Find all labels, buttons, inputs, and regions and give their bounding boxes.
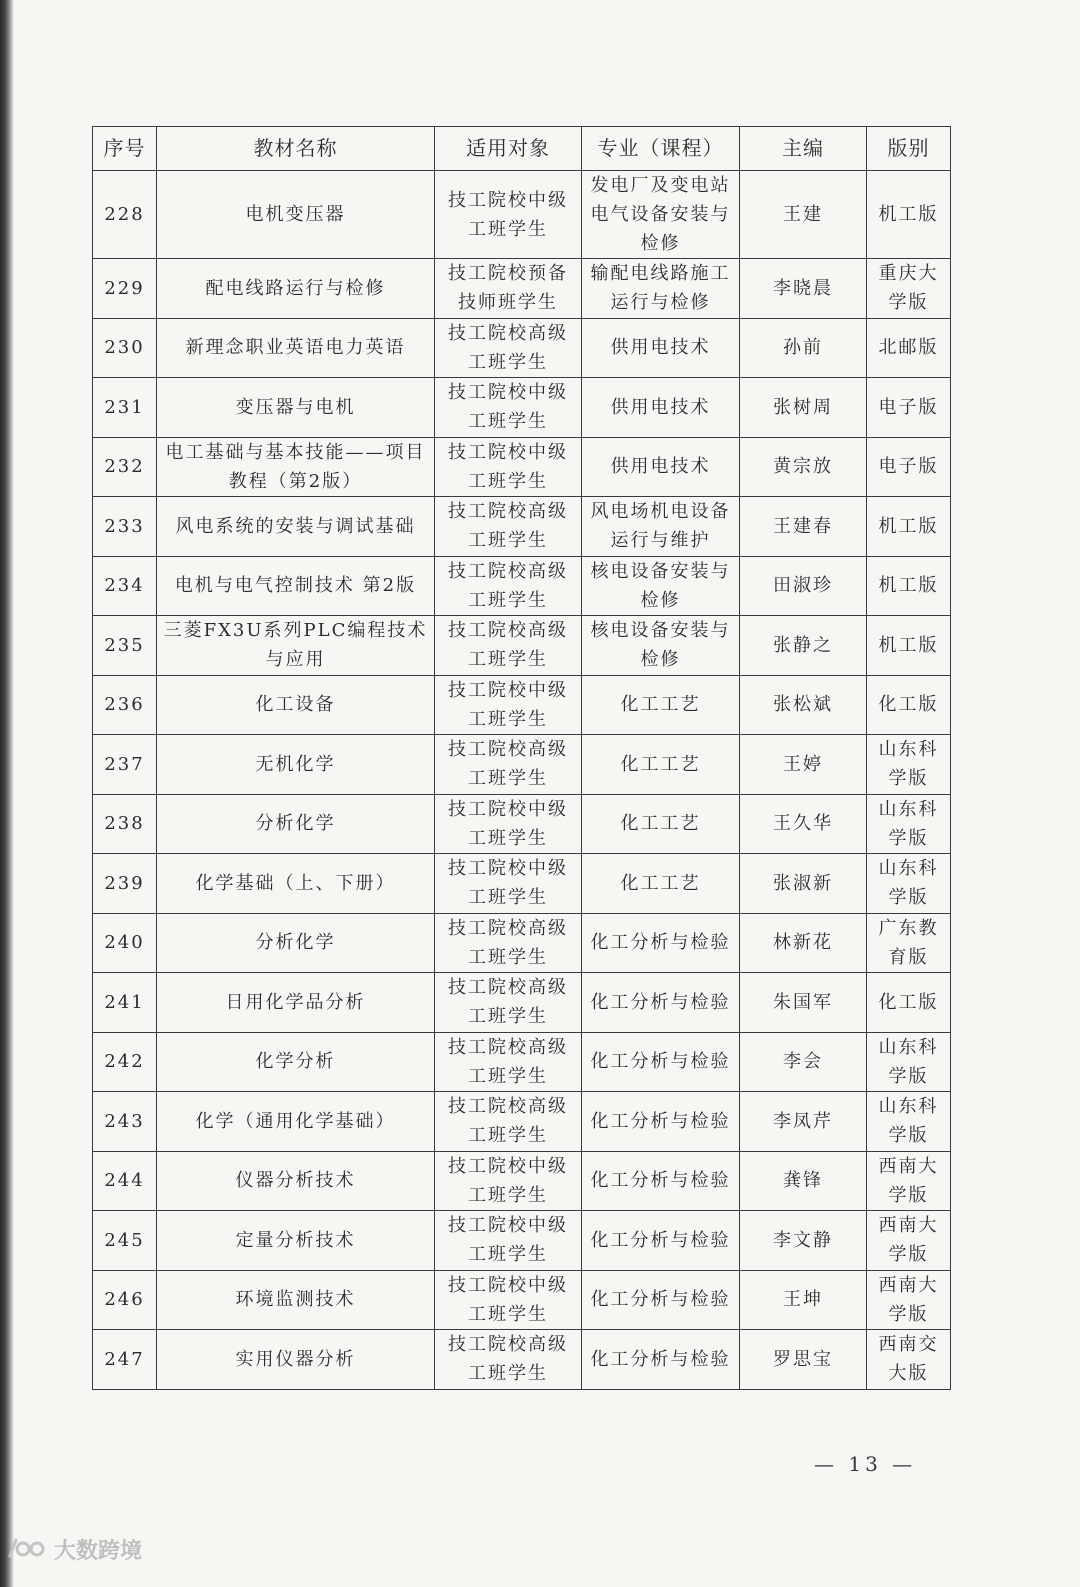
cell-major: 化工分析与检验 <box>582 1032 740 1092</box>
cell-major: 供用电技术 <box>582 437 740 497</box>
cell-major: 核电设备安装与检修 <box>582 616 740 676</box>
cell-serial: 235 <box>93 616 157 676</box>
cell-major: 核电设备安装与检修 <box>582 556 740 616</box>
cell-target-audience: 技工院校高级工班学生 <box>435 497 582 557</box>
table-row <box>93 1270 951 1330</box>
cell-major: 化工工艺 <box>582 675 740 735</box>
cell-serial: 238 <box>93 794 157 854</box>
watermark-text: 大数跨境 <box>54 1538 143 1564</box>
cell-chief-editor: 孙前 <box>740 318 867 378</box>
cell-major: 发电厂及变电站电气设备安装与检修 <box>582 171 740 259</box>
cell-textbook-name: 化工设备 <box>157 675 435 735</box>
cell-edition: 机工版 <box>867 616 951 676</box>
cell-major: 化工工艺 <box>582 735 740 795</box>
cell-chief-editor: 张松斌 <box>740 675 867 735</box>
scan-edge-shadow <box>0 0 14 1587</box>
cell-edition: 山东科学版 <box>867 735 951 795</box>
cell-textbook-name: 化学基础（上、下册） <box>157 854 435 914</box>
cell-major: 化工分析与检验 <box>582 913 740 973</box>
cell-chief-editor: 田淑珍 <box>740 556 867 616</box>
header-target-audience: 适用对象 <box>435 127 582 171</box>
cell-edition: 电子版 <box>867 378 951 438</box>
cell-textbook-name: 仪器分析技术 <box>157 1151 435 1211</box>
cell-textbook-name: 电机变压器 <box>157 171 435 259</box>
cell-major: 化工分析与检验 <box>582 1092 740 1152</box>
cell-chief-editor: 王婷 <box>740 735 867 795</box>
cell-target-audience: 技工院校高级工班学生 <box>435 1032 582 1092</box>
cell-serial: 240 <box>93 913 157 973</box>
header-edition: 版别 <box>867 127 951 171</box>
cell-target-audience: 技工院校中级工班学生 <box>435 378 582 438</box>
cell-target-audience: 技工院校中级工班学生 <box>435 1270 582 1330</box>
cell-serial: 232 <box>93 437 157 497</box>
cell-serial: 243 <box>93 1092 157 1152</box>
cell-edition: 电子版 <box>867 437 951 497</box>
cell-major: 化工分析与检验 <box>582 1330 740 1390</box>
cell-edition: 山东科学版 <box>867 1032 951 1092</box>
cell-textbook-name: 化学（通用化学基础） <box>157 1092 435 1152</box>
cell-chief-editor: 李文静 <box>740 1211 867 1271</box>
cell-major: 化工分析与检验 <box>582 1211 740 1271</box>
cell-textbook-name: 新理念职业英语电力英语 <box>157 318 435 378</box>
table-row <box>93 616 951 676</box>
cell-edition: 西南大学版 <box>867 1151 951 1211</box>
cell-textbook-name: 电机与电气控制技术 第2版 <box>157 556 435 616</box>
table-row <box>93 437 951 497</box>
table-row <box>93 556 951 616</box>
cell-chief-editor: 李晓晨 <box>740 259 867 319</box>
cell-chief-editor: 张淑新 <box>740 854 867 914</box>
cell-major: 输配电线路施工运行与检修 <box>582 259 740 319</box>
cell-target-audience: 技工院校高级工班学生 <box>435 973 582 1033</box>
cell-chief-editor: 张树周 <box>740 378 867 438</box>
cell-textbook-name: 化学分析 <box>157 1032 435 1092</box>
cell-edition: 山东科学版 <box>867 854 951 914</box>
cell-chief-editor: 王久华 <box>740 794 867 854</box>
cell-textbook-name: 实用仪器分析 <box>157 1330 435 1390</box>
cell-major: 化工工艺 <box>582 794 740 854</box>
cell-chief-editor: 王建 <box>740 171 867 259</box>
cell-edition: 机工版 <box>867 497 951 557</box>
cell-chief-editor: 李会 <box>740 1032 867 1092</box>
cell-edition: 西南交大版 <box>867 1330 951 1390</box>
cell-serial: 239 <box>93 854 157 914</box>
cell-chief-editor: 黄宗放 <box>740 437 867 497</box>
cell-edition: 北邮版 <box>867 318 951 378</box>
cell-serial: 234 <box>93 556 157 616</box>
header-major: 专业（课程） <box>582 127 740 171</box>
cell-target-audience: 技工院校中级工班学生 <box>435 1211 582 1271</box>
cell-target-audience: 技工院校中级工班学生 <box>435 794 582 854</box>
cell-major: 化工工艺 <box>582 854 740 914</box>
cell-serial: 236 <box>93 675 157 735</box>
cell-chief-editor: 朱国军 <box>740 973 867 1033</box>
cell-serial: 242 <box>93 1032 157 1092</box>
cell-target-audience: 技工院校高级工班学生 <box>435 616 582 676</box>
cell-target-audience: 技工院校中级工班学生 <box>435 854 582 914</box>
cell-edition: 化工版 <box>867 973 951 1033</box>
cell-serial: 247 <box>93 1330 157 1390</box>
cell-textbook-name: 三菱FX3U系列PLC编程技术与应用 <box>157 616 435 676</box>
cell-target-audience: 技工院校中级工班学生 <box>435 1151 582 1211</box>
cell-target-audience: 技工院校高级工班学生 <box>435 1330 582 1390</box>
cell-edition: 机工版 <box>867 556 951 616</box>
cell-edition: 西南大学版 <box>867 1270 951 1330</box>
table-row <box>93 497 951 557</box>
table-row <box>93 171 951 259</box>
cell-serial: 244 <box>93 1151 157 1211</box>
table-row <box>93 318 951 378</box>
cell-target-audience: 技工院校高级工班学生 <box>435 735 582 795</box>
watermark <box>6 1534 142 1564</box>
cell-target-audience: 技工院校预备技师班学生 <box>435 259 582 319</box>
table-body <box>93 171 951 1390</box>
cell-target-audience: 技工院校高级工班学生 <box>435 556 582 616</box>
cell-edition: 山东科学版 <box>867 1092 951 1152</box>
cell-target-audience: 技工院校高级工班学生 <box>435 1092 582 1152</box>
table-row <box>93 378 951 438</box>
cell-target-audience: 技工院校中级工班学生 <box>435 675 582 735</box>
cell-edition: 化工版 <box>867 675 951 735</box>
cell-chief-editor: 王建春 <box>740 497 867 557</box>
cell-serial: 230 <box>93 318 157 378</box>
cell-serial: 228 <box>93 171 157 259</box>
cell-edition: 西南大学版 <box>867 1211 951 1271</box>
cell-major: 供用电技术 <box>582 378 740 438</box>
header-chief-editor: 主编 <box>740 127 867 171</box>
table-row <box>93 794 951 854</box>
cell-chief-editor: 龚锋 <box>740 1151 867 1211</box>
table-row <box>93 1330 951 1390</box>
cell-target-audience: 技工院校高级工班学生 <box>435 318 582 378</box>
brand-logo-icon <box>6 1536 50 1562</box>
cell-textbook-name: 变压器与电机 <box>157 378 435 438</box>
cell-major: 供用电技术 <box>582 318 740 378</box>
cell-serial: 245 <box>93 1211 157 1271</box>
table-row <box>93 1032 951 1092</box>
cell-textbook-name: 日用化学品分析 <box>157 973 435 1033</box>
cell-serial: 237 <box>93 735 157 795</box>
table-row <box>93 854 951 914</box>
table-header-row <box>93 127 951 171</box>
cell-chief-editor: 李凤芹 <box>740 1092 867 1152</box>
cell-major: 化工分析与检验 <box>582 973 740 1033</box>
table-row <box>93 1151 951 1211</box>
cell-textbook-name: 配电线路运行与检修 <box>157 259 435 319</box>
cell-major: 化工分析与检验 <box>582 1270 740 1330</box>
table-row <box>93 973 951 1033</box>
cell-serial: 241 <box>93 973 157 1033</box>
table-row <box>93 735 951 795</box>
cell-textbook-name: 无机化学 <box>157 735 435 795</box>
table-row <box>93 1092 951 1152</box>
cell-textbook-name: 环境监测技术 <box>157 1270 435 1330</box>
cell-target-audience: 技工院校高级工班学生 <box>435 913 582 973</box>
cell-serial: 246 <box>93 1270 157 1330</box>
cell-chief-editor: 王坤 <box>740 1270 867 1330</box>
cell-edition: 山东科学版 <box>867 794 951 854</box>
cell-serial: 231 <box>93 378 157 438</box>
cell-target-audience: 技工院校中级工班学生 <box>435 171 582 259</box>
cell-serial: 233 <box>93 497 157 557</box>
cell-edition: 重庆大学版 <box>867 259 951 319</box>
cell-textbook-name: 风电系统的安装与调试基础 <box>157 497 435 557</box>
cell-edition: 机工版 <box>867 171 951 259</box>
table-row <box>93 675 951 735</box>
cell-textbook-name: 电工基础与基本技能——项目教程（第2版） <box>157 437 435 497</box>
cell-serial: 229 <box>93 259 157 319</box>
cell-textbook-name: 分析化学 <box>157 794 435 854</box>
cell-chief-editor: 张静之 <box>740 616 867 676</box>
table-row <box>93 259 951 319</box>
table-row <box>93 913 951 973</box>
header-serial: 序号 <box>93 127 157 171</box>
cell-major: 风电场机电设备运行与维护 <box>582 497 740 557</box>
cell-chief-editor: 罗思宝 <box>740 1330 867 1390</box>
page-number: — 13 — <box>814 1452 917 1476</box>
header-textbook-name: 教材名称 <box>157 127 435 171</box>
cell-textbook-name: 分析化学 <box>157 913 435 973</box>
table-row <box>93 1211 951 1271</box>
cell-major: 化工分析与检验 <box>582 1151 740 1211</box>
cell-edition: 广东教育版 <box>867 913 951 973</box>
cell-chief-editor: 林新花 <box>740 913 867 973</box>
cell-textbook-name: 定量分析技术 <box>157 1211 435 1271</box>
textbook-table <box>92 126 951 1390</box>
cell-target-audience: 技工院校中级工班学生 <box>435 437 582 497</box>
